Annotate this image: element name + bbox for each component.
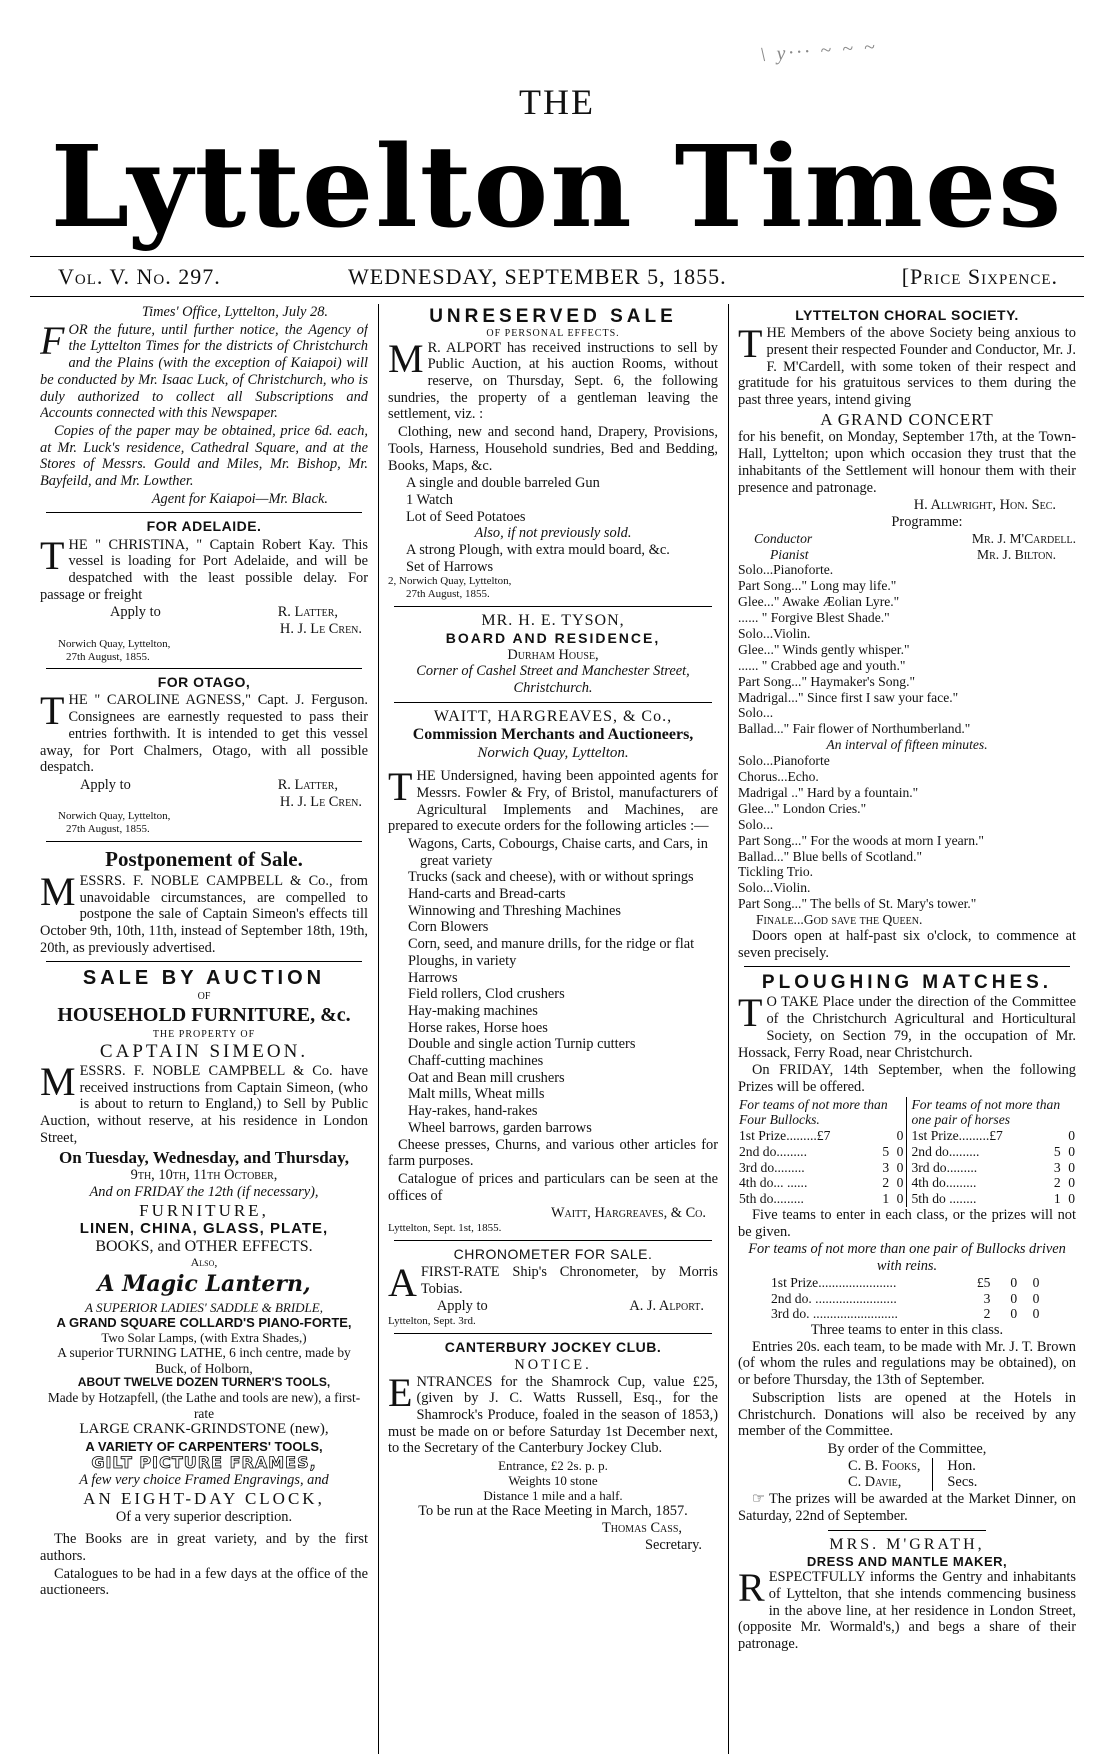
auction-also: Also, xyxy=(190,1255,218,1270)
prize-left-shillings: 0 xyxy=(890,1144,907,1160)
column-rule-2 xyxy=(728,304,729,1754)
pair-prize-pence: 0 xyxy=(1032,1274,1040,1290)
unreserved-list-3: 1 Watch xyxy=(406,491,453,508)
prize-left-label: 1st Prize.........£7 xyxy=(739,1128,831,1144)
prize-row xyxy=(738,1160,1076,1176)
ploughing-hon: Hon. xyxy=(947,1457,976,1474)
waitt-address: Norwich Quay, Lyttelton. xyxy=(477,744,629,761)
programme-item: Part Song..." The bells of St. Mary's tower." xyxy=(738,896,977,912)
pair-prize-label: 1st Prize....................... xyxy=(771,1274,897,1290)
pair-prize-pounds: 2 xyxy=(983,1306,991,1322)
auction-clock: AN EIGHT-DAY CLOCK, xyxy=(83,1488,325,1508)
auction-lathe: A superior TURNING LATHE, 6 inch centre, made by Buck, of Holborn, xyxy=(57,1345,351,1376)
waitt-item: Ploughs, in variety xyxy=(408,952,517,969)
waitt-item: Wagons, Carts, Cobourgs, Chaise carts, and Cars, in great variety xyxy=(408,835,708,869)
unreserved-subheading: OF PERSONAL EFFECTS. xyxy=(486,328,620,340)
choral-body: THE Members of the above Society being anxious to present their respected Founder and Conductor, Mr. J. F. M'Cardell, with some token of their respect and gratitude for his gratuitous services to them during the past three years, intend giving xyxy=(738,321,1076,409)
issue-date: WEDNESDAY, SEPTEMBER 5, 1855. xyxy=(348,264,727,289)
waitt-item: Oat and Bean mill crushers xyxy=(408,1069,565,1086)
prize-right-shillings: 0 xyxy=(1068,1191,1075,1207)
waitt-item: Malt mills, Wheat mills xyxy=(408,1086,545,1103)
prize-left-shillings: 0 xyxy=(890,1128,907,1144)
auction-clock-desc: Of a very superior description. xyxy=(115,1508,293,1525)
prize-right-pounds xyxy=(1047,1128,1061,1144)
adelaide-date: 27th August, 1855. xyxy=(66,650,150,663)
jockey-entrance: Entrance, £2 2s. p. p. xyxy=(498,1458,608,1474)
separator xyxy=(46,668,362,669)
pair-prize-shillings: 0 xyxy=(1010,1306,1018,1322)
unreserved-list-4: Lot of Seed Potatoes xyxy=(406,508,526,525)
chronometer-date: Lyttelton, Sept. 3rd. xyxy=(388,1315,476,1328)
jockey-run: To be run at the Race Meeting in March, 1857. xyxy=(418,1503,688,1520)
postponement-body: MESSRS. F. NOBLE CAMPBELL & Co., from unavoidable circumstances, are compelled to postpone the sale of Captain Simeon's effects till October 9th, 10th, 11th, instead of September 18th, 19th, 20th, as previously advertised. xyxy=(40,868,368,956)
mcgrath-trade: DRESS AND MANTLE MAKER, xyxy=(806,1554,1008,1570)
separator xyxy=(394,702,712,703)
masthead-title: Lyttelton Times xyxy=(50,122,1064,253)
chronometer-body: AFIRST-RATE Ship's Chronometer, by Morris Tobias. xyxy=(388,1259,718,1305)
masthead-rule-top xyxy=(30,256,1084,257)
waitt-item: Corn, seed, and manure drills, for the ridge or flat xyxy=(408,936,695,953)
separator xyxy=(394,1240,712,1241)
pianist-name: Mr. J. Bilton. xyxy=(977,546,1056,562)
unreserved-plough: A strong Plough, with extra mould board, &c. xyxy=(406,542,670,559)
prize-right-shillings: 0 xyxy=(1068,1143,1075,1159)
prize-right-pounds: 1 xyxy=(1053,1191,1061,1207)
auction-days: On Tuesday, Wednesday, and Thursday, xyxy=(59,1147,349,1167)
auction-lantern: A Magic Lantern, xyxy=(97,1271,311,1298)
choral-body-2: for his benefit, on Monday, September 17th, at the Town-Hall, Lyttelton; upon which occasion they trust that the inhabitants of the Settlement will honour them with their presence and patronage. xyxy=(738,429,1076,496)
choral-concert: A GRAND CONCERT xyxy=(820,409,994,429)
agency-copies: Copies of the paper may be obtained, price 6d. each, at Mr. Luck's residence, Cathedral Square, and at the Stores of Messrs. Gould and Miles, Mr. Bishop, Mr. Bayfeild, and Mr. Lowther. xyxy=(40,422,368,490)
jockey-distance: Distance 1 mile and a half. xyxy=(483,1488,623,1504)
otago-address: Norwich Quay, Lyttelton, xyxy=(58,810,171,823)
programme-item: Solo...Pianoforte. xyxy=(738,562,834,578)
prize-row xyxy=(738,1144,1076,1160)
programme-item: Solo...Violin. xyxy=(738,626,811,642)
programme-item: Tickling Trio. xyxy=(738,864,814,880)
waitt-item: Wheel barrows, garden barrows xyxy=(408,1119,592,1136)
column-2 xyxy=(388,304,718,1754)
separator xyxy=(46,512,362,513)
unreserved-list-1: Clothing, new and second hand, Drapery, Provisions, Tools, Harness, Household sundries, Bed and Bedding, Books, Maps, &c. xyxy=(388,424,718,474)
programme-item: Part Song..." Long may life." xyxy=(738,578,897,594)
prize-left-label: 2nd do......... xyxy=(739,1143,807,1159)
auction-carpenters: A VARIETY OF CARPENTERS' TOOLS, xyxy=(85,1438,323,1454)
otago-apply: Apply to xyxy=(80,776,131,793)
prize-right-label: 4th do......... xyxy=(911,1175,977,1191)
unreserved-heading: UNRESERVED SALE xyxy=(429,306,677,327)
ploughing-body: TO TAKE Place under the direction of the Committee of the Christchurch Agricultural and Horticultural Society, on Section 79, in the occupation of Mr. Hossack, Ferry Road, near Christchurch. xyxy=(738,990,1076,1061)
tyson-house: Durham House, xyxy=(507,646,599,663)
column-3 xyxy=(738,304,1076,1754)
prize-left-pounds: 3 xyxy=(882,1159,890,1175)
prize-row xyxy=(738,1191,1076,1207)
pointing-hand-icon: ☞ xyxy=(752,1491,769,1508)
pair-prize-label: 3rd do. ......................... xyxy=(771,1306,898,1322)
unreserved-list-2: A single and double barreled Gun xyxy=(406,475,600,492)
waitt-signature: Waitt, Hargreaves, & Co. xyxy=(550,1205,706,1222)
chronometer-apply: Apply to xyxy=(436,1298,488,1315)
jockey-secretary-title: Secretary. xyxy=(645,1536,702,1553)
programme-item: Madrigal..." Since first I saw your face." xyxy=(738,689,959,705)
ploughing-dinner xyxy=(738,1491,1076,1524)
pair-prize-shillings: 0 xyxy=(1010,1274,1018,1290)
prize-right-pounds: 5 xyxy=(1053,1143,1061,1159)
separator xyxy=(744,966,1070,967)
auction-catalogues: Catalogues to be had in a few days at the office of the auctioneers. xyxy=(40,1565,368,1599)
ploughing-friday: On FRIDAY, 14th September, when the following Prizes will be offered. xyxy=(738,1062,1076,1095)
prize-right-label: 3rd do......... xyxy=(911,1159,978,1175)
conductor-name: Mr. J. M'Cardell. xyxy=(971,530,1076,546)
auction-captain: CAPTAIN SIMEON. xyxy=(99,1041,309,1063)
waitt-item: Chaff-cutting machines xyxy=(408,1053,544,1070)
prize-left-label: 4th do... ...... xyxy=(739,1175,808,1191)
auction-heading: SALE BY AUCTION xyxy=(82,967,326,990)
waitt-item: Trucks (sack and cheese), with or without springs xyxy=(408,869,694,886)
separator xyxy=(394,606,712,607)
auction-linen: LINEN, CHINA, GLASS, PLATE, xyxy=(79,1220,329,1238)
prize-right-pounds: 2 xyxy=(1053,1175,1061,1191)
chronometer-heading: CHRONOMETER FOR SALE. xyxy=(453,1245,653,1262)
programme-part-1 xyxy=(738,562,1076,737)
prize-row xyxy=(738,1128,1076,1144)
prize-right-pounds: 3 xyxy=(1053,1159,1061,1175)
prize-left-label: 5th do......... xyxy=(739,1191,804,1207)
otago-agent-1: R. Latter, xyxy=(277,776,338,793)
issue-price: [Price Sixpence. xyxy=(901,264,1058,289)
programme xyxy=(738,531,1076,928)
prize-left-pounds: 5 xyxy=(882,1143,890,1159)
prize-right-label: 2nd do......... xyxy=(911,1143,980,1159)
ploughing-prize-table xyxy=(738,1097,1076,1207)
prize-right-label: 5th do ........ xyxy=(911,1191,977,1207)
chronometer-agent: A. J. Alport. xyxy=(629,1298,704,1315)
waitt-name: WAITT, HARGREAVES, & Co., xyxy=(433,707,673,725)
unreserved-address: 2, Norwich Quay, Lyttelton, xyxy=(388,575,512,588)
prize-left-pounds xyxy=(877,1128,890,1144)
adelaide-heading: FOR ADELAIDE. xyxy=(146,518,262,535)
pair-prize-pounds: 3 xyxy=(983,1290,991,1306)
pair-prize-row xyxy=(770,1306,1040,1322)
postponement-heading: Postponement of Sale. xyxy=(105,846,303,871)
column-rule-1 xyxy=(378,304,379,1754)
programme-finale: Finale...God save the Queen. xyxy=(756,912,923,928)
otago-date: 27th August, 1855. xyxy=(66,822,150,835)
auction-body: MESSRS. F. NOBLE CAMPBELL & Co. have received instructions from Captain Simeon, (who is about to return to England,) to Sell by Public Auction, without reserve, at his residence in London Street, xyxy=(40,1059,368,1146)
ploughing-secretary-2: C. Davie, xyxy=(848,1474,902,1491)
programme-item: Solo...Violin. xyxy=(738,880,811,896)
waitt-date: Lyttelton, Sept. 1st, 1855. xyxy=(388,1222,502,1235)
programme-item: Solo... xyxy=(738,705,774,721)
prize-left-label: 3rd do......... xyxy=(739,1159,805,1175)
programme-part-2 xyxy=(738,753,1076,912)
ploughing-pair-heading: For teams of not more than one pair of Bullocks driven with reins. xyxy=(748,1241,1066,1275)
ploughing-right-heading: For teams of not more than one pair of horses xyxy=(911,1096,1061,1128)
programme-item: Chorus...Echo. xyxy=(738,769,819,785)
auction-holtzapfell: Made by Hotzapfell, (the Lathe and tools are new), a first-rate xyxy=(47,1390,361,1421)
jockey-body: ENTRANCES for the Shamrock Cup, value £25, (given by J. C. Watts Russell, Esq., for the Shamrock's Produce, foaled in the season of 1853,) must be made on or before Saturday 1st December next, to the Secretary of the Canterbury Jockey Club. xyxy=(388,1369,718,1457)
choral-heading: LYTTELTON CHORAL SOCIETY. xyxy=(795,307,1019,323)
adelaide-address: Norwich Quay, Lyttelton, xyxy=(58,637,171,650)
ploughing-subscriptions: Subscription lists are opened at the Hotels in Christchurch. Donations will also be received by any member of the Committee. xyxy=(738,1389,1076,1440)
programme-item: Glee..." Awake Æolian Lyre." xyxy=(738,594,900,610)
issue-line xyxy=(58,264,1058,296)
otago-body: THE " CAROLINE AGNESS," Capt. J. Ferguson. Consignees are earnestly requested to pass their entries forthwith. It is intended to get this vessel away, for Port Chalmers, Otago, with all possible despatch. xyxy=(40,688,368,776)
ploughing-secretary-1: C. B. Fooks, xyxy=(848,1457,921,1474)
tyson-board: BOARD AND RESIDENCE, xyxy=(445,630,661,647)
auction-furniture: FURNITURE, xyxy=(139,1200,269,1220)
programme-item: Solo...Pianoforte xyxy=(738,753,830,769)
choral-doors: Doors open at half-past six o'clock, to commence at seven precisely. xyxy=(738,927,1076,961)
prize-right-shillings: 0 xyxy=(1068,1175,1075,1191)
ploughing-heading: PLOUGHING MATCHES. xyxy=(761,972,1053,994)
prize-left-pounds: 2 xyxy=(882,1175,890,1191)
programme-label: Programme: xyxy=(891,513,963,530)
auction-frames: GILT PICTURE FRAMES, xyxy=(91,1452,317,1472)
pair-prize-shillings: 0 xyxy=(1010,1290,1018,1306)
pair-prize-pounds: £5 xyxy=(976,1274,991,1290)
programme-interval: An interval of fifteen minutes. xyxy=(826,737,988,753)
jockey-weights: Weights 10 stone xyxy=(508,1473,598,1489)
masthead-rule-bottom xyxy=(30,296,1084,297)
jockey-notice: NOTICE. xyxy=(514,1356,592,1373)
notice-dateline: Times' Office, Lyttelton, July 28. xyxy=(141,304,328,320)
otago-agent-2: H. J. Le Cren. xyxy=(279,793,362,810)
waitt-item: Corn Blowers xyxy=(408,919,489,936)
auction-piano: A GRAND SQUARE COLLARD'S PIANO-FORTE, xyxy=(56,1314,352,1330)
auction-saddle: A SUPERIOR LADIES' SADDLE & BRIDLE, xyxy=(85,1299,323,1315)
pair-prize-pence: 0 xyxy=(1032,1306,1040,1322)
auction-books: BOOKS, and OTHER EFFECTS. xyxy=(95,1237,313,1255)
column-1 xyxy=(40,304,368,1754)
mcgrath-name: MRS. M'GRATH, xyxy=(829,1535,985,1553)
prize-left-shillings: 0 xyxy=(890,1160,907,1176)
programme-item: Madrigal .." Hard by a fountain." xyxy=(738,784,919,800)
auction-tools: ABOUT TWELVE DOZEN TURNER'S TOOLS, xyxy=(77,1375,331,1390)
unreserved-body: MR. ALPORT has received instructions to sell by Public Auction, at his auction Rooms, without reserve, on Thursday, Sept. 6, the following sundries, the property of a gentleman leaving the settlement, viz. : xyxy=(388,335,718,423)
separator xyxy=(394,1333,712,1334)
programme-item: Glee..." Winds gently whisper." xyxy=(738,641,910,657)
waitt-item: Double and single action Turnip cutters xyxy=(408,1036,636,1053)
mcgrath-body: RESPECTFULLY informs the Gentry and inhabitants of Lyttelton, that she intends commencing business in the above line, at her residence in London Street, (opposite Mr. Wormald's,) and begs a share of their patronage. xyxy=(738,1565,1076,1652)
jockey-heading: CANTERBURY JOCKEY CLUB. xyxy=(444,1338,662,1355)
handwritten-scribble: \ y··· ~ ~ ~ xyxy=(759,35,879,67)
separator xyxy=(46,961,362,962)
prize-left-shillings: 0 xyxy=(890,1175,907,1191)
waitt-items-list xyxy=(388,836,718,1137)
waitt-trade: Commission Merchants and Auctioneers, xyxy=(412,726,694,744)
ploughing-order: By order of the Committee, xyxy=(827,1441,987,1457)
waitt-catalogue: Catalogue of prices and particulars can be seen at the offices of xyxy=(388,1171,718,1204)
separator xyxy=(46,841,362,842)
programme-item: ...... " Forgive Blest Shade." xyxy=(738,610,890,626)
programme-item: Glee..." London Cries." xyxy=(738,800,867,816)
ploughing-left-heading: For teams of not more than Four Bullocks. xyxy=(738,1097,907,1129)
ploughing-three-teams: Three teams to enter in this class. xyxy=(810,1322,1004,1339)
unreserved-also: Also, if not previously sold. xyxy=(474,525,632,542)
pianist-label: Pianist xyxy=(770,546,809,562)
waitt-item: Hay-rakes, hand-rakes xyxy=(408,1103,538,1120)
ploughing-secs: Secs. xyxy=(947,1474,978,1491)
otago-heading: FOR OTAGO, xyxy=(157,674,251,691)
waitt-item: Field rollers, Clod crushers xyxy=(408,986,565,1003)
adelaide-body: THE " CHRISTINA, " Captain Robert Kay. This vessel is loading for Port Adelaide, and will be despatched with the least possible delay. For passage or freight xyxy=(40,532,368,603)
jockey-secretary-name: Thomas Cass, xyxy=(601,1520,682,1537)
programme-item: Part Song..." Haymaker's Song." xyxy=(738,673,916,689)
programme-item: Solo... xyxy=(738,816,774,832)
ploughing-dinner-text: The prizes will be awarded at the Market Dinner, on Saturday, 22nd of September. xyxy=(738,1491,1076,1524)
prize-row xyxy=(738,1175,1076,1191)
prize-right-shillings: 0 xyxy=(1068,1128,1075,1144)
programme-item: Ballad..." Blue bells of Scotland." xyxy=(738,848,923,864)
waitt-item: Hay-making machines xyxy=(408,1002,538,1019)
ploughing-pair-table xyxy=(770,1275,1040,1322)
pair-prize-label: 2nd do. ........................ xyxy=(771,1290,897,1306)
programme-item: Part Song..." For the woods at morn I yearn." xyxy=(738,832,984,848)
tyson-address: Corner of Cashel Street and Manchester Street, Christchurch. xyxy=(416,663,690,696)
waitt-item: Hand-carts and Bread-carts xyxy=(408,886,566,903)
waitt-body: THE Undersigned, having been appointed agents for Messrs. Fowler & Fry, of Bristol, manufacturers of Agricultural Implements and Machines, are prepared to execute orders for the following articles :— xyxy=(388,764,718,835)
waitt-item: Horse rakes, Horse hoes xyxy=(408,1019,548,1036)
prize-right-shillings: 0 xyxy=(1068,1159,1075,1175)
waitt-cheese: Cheese presses, Churns, and various other articles for farm purposes. xyxy=(388,1136,718,1170)
auction-dates: 9th, 10th, 11th October, xyxy=(130,1167,278,1184)
prize-left-pounds: 1 xyxy=(882,1191,890,1207)
issue-volume: Vol. V. No. 297. xyxy=(58,264,221,289)
programme-item: ...... " Crabbed age and youth." xyxy=(738,657,906,673)
pair-prize-pence: 0 xyxy=(1032,1290,1040,1306)
prize-left-shillings: 0 xyxy=(890,1191,907,1207)
waitt-item: Winnowing and Threshing Machines xyxy=(408,902,621,919)
pair-prize-row xyxy=(770,1291,1040,1307)
auction-lamps: Two Solar Lamps, (with Extra Shades,) xyxy=(101,1329,307,1345)
prize-right-label: 1st Prize.........£7 xyxy=(911,1128,1003,1144)
tyson-name: MR. H. E. TYSON, xyxy=(481,611,625,629)
agency-notice: FOR the future, until further notice, the Agency of the Lyttelton Times for the districts of Christchurch and the Plains (with the exception of Kaiapoi) will be conducted by Mr. Isaac Luck, of Christchurch, who is duly authorized to collect all Subscriptions and Accounts connected with this Newspaper. xyxy=(40,317,368,422)
auction-property-of: THE PROPERTY OF xyxy=(152,1029,256,1041)
waitt-item: Harrows xyxy=(408,969,458,986)
ploughing-five-teams: Five teams to enter in each class, or the prizes will not be given. xyxy=(738,1206,1076,1240)
auction-books-note: The Books are in great variety, and by the first authors. xyxy=(40,1531,368,1564)
pair-prize-row xyxy=(770,1275,1040,1291)
adelaide-agent-2: H. J. Le Cren. xyxy=(279,621,362,638)
adelaide-agent-1: R. Latter, xyxy=(277,604,338,621)
ploughing-entries: Entries 20s. each team, to be made with Mr. J. T. Brown (of whom the rules and regulations may be obtained), on or before Thursday, the 13th of September. xyxy=(738,1338,1076,1389)
auction-engravings: A few very choice Framed Engravings, and xyxy=(79,1472,329,1489)
auction-grindstone: LARGE CRANK-GRINDSTONE (new), xyxy=(79,1421,329,1438)
adelaide-apply: Apply to xyxy=(110,604,161,621)
agency-kaiapoi: Agent for Kaiapoi—Mr. Black. xyxy=(151,490,328,507)
auction-of: OF xyxy=(197,990,211,1002)
choral-secretary: H. Allwright, Hon. Sec. xyxy=(913,497,1056,514)
unreserved-harrows: Set of Harrows xyxy=(406,558,494,575)
masthead-the: THE xyxy=(519,82,595,122)
conductor-label: Conductor xyxy=(754,530,813,546)
programme-item: Ballad..." Fair flower of Northumberland." xyxy=(738,721,971,737)
separator xyxy=(828,1530,986,1531)
auction-subheading: HOUSEHOLD FURNITURE, &c. xyxy=(57,1004,351,1027)
unreserved-date: 27th August, 1855. xyxy=(406,588,490,601)
auction-friday: And on FRIDAY the 12th (if necessary), xyxy=(89,1184,319,1201)
